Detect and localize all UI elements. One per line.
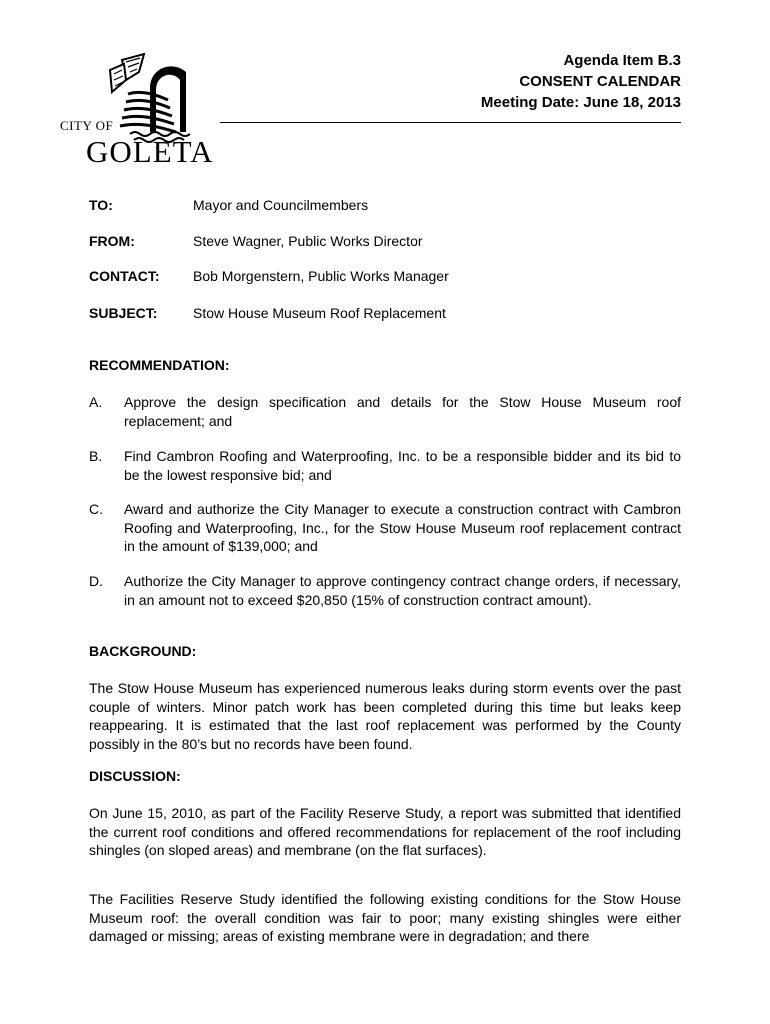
item-letter: D. bbox=[89, 573, 103, 589]
consent-calendar: CONSENT CALENDAR bbox=[519, 73, 681, 90]
item-letter: A. bbox=[89, 394, 103, 410]
subject-label: SUBJECT: bbox=[89, 305, 158, 321]
agenda-item-number: Agenda Item B.3 bbox=[563, 52, 681, 69]
recommendation-item-d bbox=[89, 572, 681, 609]
recommendation-heading: RECOMMENDATION: bbox=[89, 357, 230, 373]
to-label: TO: bbox=[89, 197, 113, 213]
contact-value: Bob Morgenstern, Public Works Manager bbox=[193, 268, 449, 284]
discussion-paragraph-2: The Facilities Reserve Study identified the following existing conditions for the Stow House Museum roof: the overall condition was fair to poor; many existing shingles were either damaged or missing; areas of existing membrane were in degradation; and there bbox=[89, 891, 681, 944]
discussion-paragraph-1: On June 15, 2010, as part of the Facility Reserve Study, a report was submitted that identified the current roof conditions and offered recommendations for replacement of the roof including shingles (on sloped areas) and membrane (on the flat surfaces). bbox=[89, 805, 681, 858]
from-label: FROM: bbox=[89, 233, 135, 249]
item-text: Approve the design specification and details for the Stow House Museum roof replacement; and bbox=[124, 394, 681, 429]
item-text: Award and authorize the City Manager to execute a construction contract with Cambron Roofing and Waterproofing, Inc., for the Stow House Museum roof replacement contract in the amount of $139,000; and bbox=[124, 501, 681, 554]
item-text: Authorize the City Manager to approve contingency contract change orders, if necessary, in an amount not to exceed $20,850 (15% of construction contract amount). bbox=[124, 573, 681, 608]
agenda-header bbox=[481, 50, 681, 113]
recommendation-item-c bbox=[89, 500, 681, 556]
recommendation-item-a bbox=[89, 393, 681, 430]
item-letter: B. bbox=[89, 448, 103, 464]
from-value: Steve Wagner, Public Works Director bbox=[193, 233, 423, 249]
contact-label: CONTACT: bbox=[89, 268, 160, 284]
to-value: Mayor and Councilmembers bbox=[193, 197, 369, 213]
background-heading: BACKGROUND: bbox=[89, 643, 197, 659]
recommendation-item-b bbox=[89, 447, 681, 484]
logo-city-of: CITY OF bbox=[60, 118, 114, 133]
header-divider bbox=[220, 122, 681, 123]
item-text: Find Cambron Roofing and Waterproofing, Inc. to be a responsible bidder and its bid to be the lowest responsive bid; and bbox=[124, 448, 681, 483]
background-text: The Stow House Museum has experienced numerous leaks during storm events over the past couple of winters. Minor patch work has been completed during this time but leaks keep reappearing. It is estimated that the last roof replacement was performed by the County possibly in the 80’s but no records have been found. bbox=[89, 680, 681, 752]
discussion-heading: DISCUSSION: bbox=[89, 768, 181, 784]
city-of-goleta-logo bbox=[60, 50, 225, 175]
subject-value: Stow House Museum Roof Replacement bbox=[193, 305, 446, 321]
item-letter: C. bbox=[89, 501, 103, 517]
logo-goleta: GOLETA bbox=[86, 134, 214, 169]
meeting-date: Meeting Date: June 18, 2013 bbox=[480, 94, 681, 111]
